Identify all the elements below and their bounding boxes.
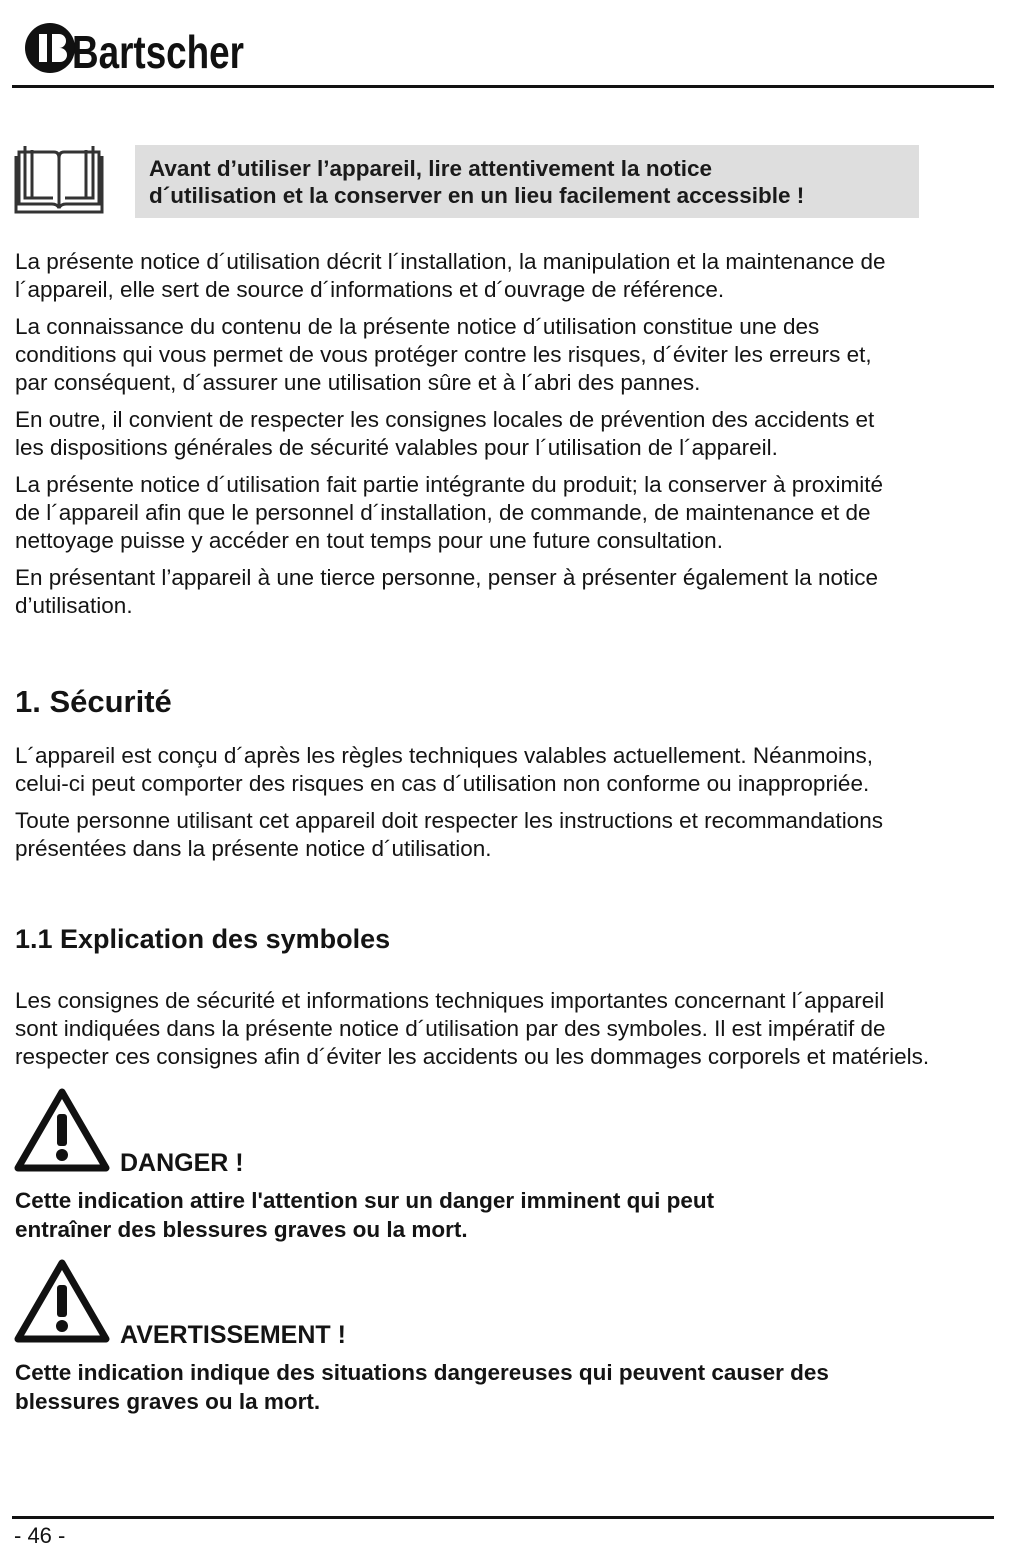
text-line: nettoyage puisse y accéder en tout temps pour une future consultation. (15, 528, 723, 553)
danger-warning-icon (14, 1088, 110, 1174)
text-line: La présente notice d´utilisation décrit l´installation, la manipulation et la maintenance de (15, 249, 886, 274)
text-line: l´appareil, elle sert de source d´informations et d´ouvrage de référence. (15, 277, 725, 302)
text-line: d’utilisation. (15, 593, 133, 618)
paragraph (15, 807, 1031, 863)
text-line: La connaissance du contenu de la présente notice d´utilisation constitue une des (15, 314, 820, 339)
text-line: En outre, il convient de respecter les consignes locales de prévention des accidents et (15, 407, 875, 432)
text-line: La présente notice d´utilisation fait partie intégrante du produit; la conserver à proximité (15, 472, 883, 497)
brand-logo (16, 8, 246, 78)
brand-name: Bartscher (72, 26, 245, 78)
text-line: les dispositions générales de sécurité valables pour l´utilisation de l´appareil. (15, 435, 778, 460)
text-line: respecter ces consignes afin d´éviter les accidents ou les dommages corporels et matériels. (15, 1044, 930, 1069)
section-title-symboles: 1.1 Explication des symboles (15, 924, 391, 954)
notice-line: d´utilisation et la conserver en un lieu facilement accessible ! (149, 183, 805, 208)
paragraph (15, 742, 1031, 798)
paragraph (15, 406, 1031, 462)
paragraph (15, 471, 1031, 555)
danger-text (15, 1186, 714, 1244)
paragraph (15, 313, 1031, 397)
danger-title: DANGER ! (120, 1149, 244, 1177)
section-title-securite: 1. Sécurité (15, 684, 172, 719)
symboles-text (15, 987, 1031, 1080)
paragraph (15, 987, 1031, 1071)
text-line: En présentant l’appareil à une tierce personne, penser à présenter également la notice (15, 565, 879, 590)
avertissement-title: AVERTISSEMENT ! (120, 1321, 346, 1349)
page-number: - 46 - (14, 1523, 66, 1548)
text-line: conditions qui vous permet de vous protéger contre les risques, d´éviter les erreurs et, (15, 342, 872, 367)
header-rule (12, 85, 994, 88)
text-line: celui-ci peut comporter des risques en cas d´utilisation non conforme ou inappropriée. (15, 771, 870, 796)
text-line: Cette indication indique des situations dangereuses qui peuvent causer des (15, 1360, 829, 1385)
text-line: Les consignes de sécurité et informations techniques importantes concernant l´appareil (15, 988, 885, 1013)
text-line: sont indiquées dans la présente notice d´utilisation par des symboles. Il est impératif de (15, 1016, 886, 1041)
text-line: Cette indication attire l'attention sur un danger imminent qui peut (15, 1188, 715, 1213)
intro-text (15, 248, 1031, 629)
text-line: L´appareil est conçu d´après les règles techniques valables actuellement. Néanmoins, (15, 743, 873, 768)
securite-text (15, 742, 1031, 872)
text-line: blessures graves ou la mort. (15, 1389, 321, 1414)
footer-rule (12, 1516, 994, 1519)
avertissement-text (15, 1358, 829, 1416)
text-line: de l´appareil afin que le personnel d´installation, de commande, de maintenance et de (15, 500, 871, 525)
paragraph (15, 564, 1031, 620)
notice-line: Avant d’utiliser l’appareil, lire attentivement la notice (149, 156, 713, 181)
text-line: entraîner des blessures graves ou la mort. (15, 1217, 468, 1242)
open-book-icon (14, 142, 104, 216)
text-line: par conséquent, d´assurer une utilisation sûre et à l´abri des pannes. (15, 370, 701, 395)
text-line: présentées dans la présente notice d´utilisation. (15, 836, 492, 861)
avertissement-warning-icon (14, 1259, 110, 1345)
text-line: Toute personne utilisant cet appareil doit respecter les instructions et recommandations (15, 808, 883, 833)
paragraph (15, 248, 1031, 304)
read-notice-box (135, 145, 919, 218)
